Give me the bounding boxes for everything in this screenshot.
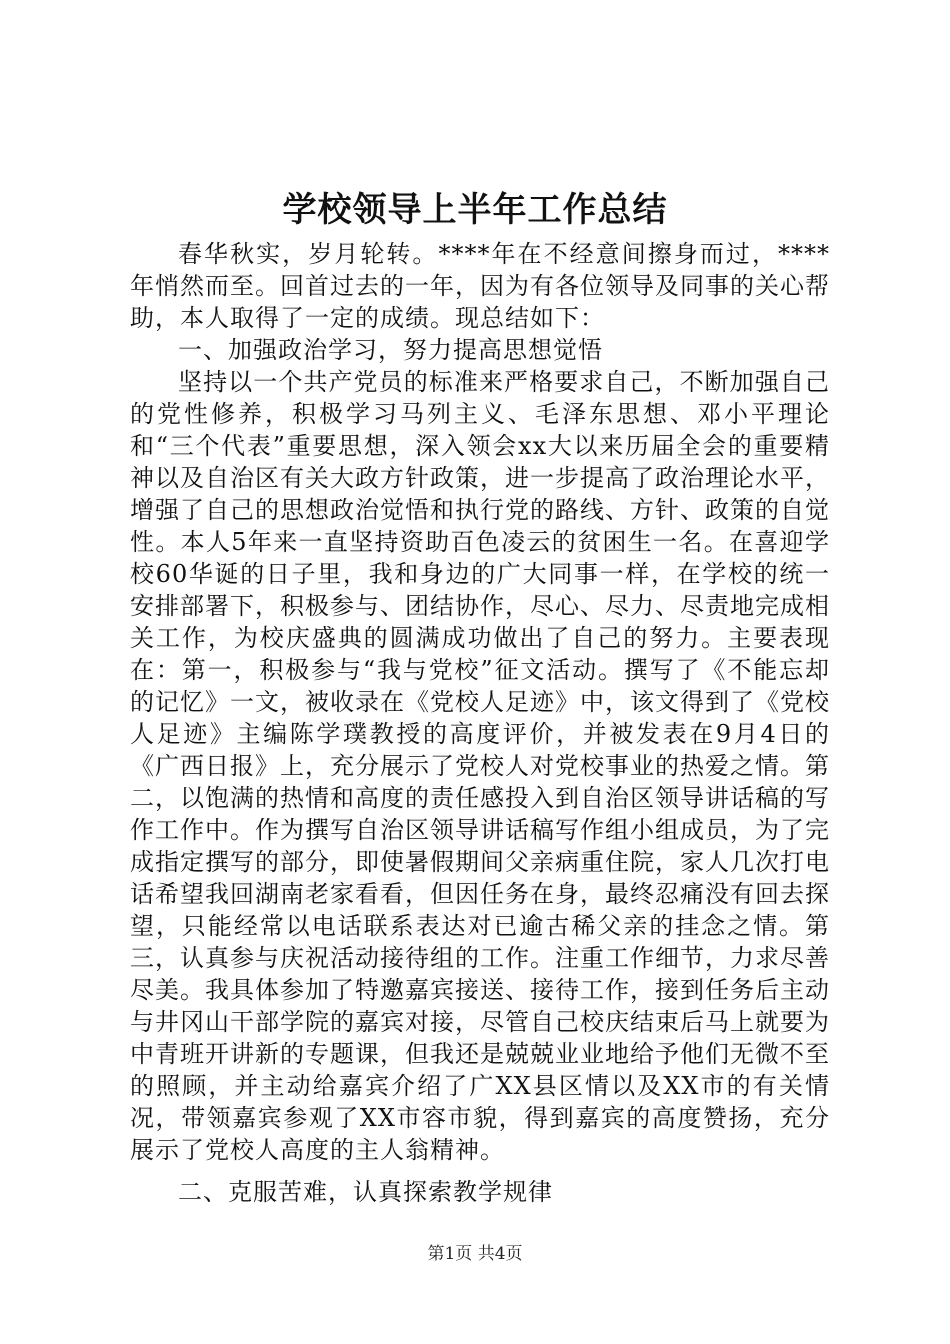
intro-paragraph: 春华秋实，岁月轮转。****年在不经意间擦身而过，****年悄然而至。回首过去的一年，因为有各位领导及同事的关心帮助，本人取得了一定的成绩。现总结如下： — [130, 240, 830, 332]
section-1-heading: 一、加强政治学习，努力提高思想觉悟 — [178, 336, 603, 364]
document-title: 学校领导上半年工作总结 — [282, 190, 668, 230]
section-2-heading: 二、克服苦难，认真探索教学规律 — [178, 1178, 553, 1206]
section-1-paragraph: 坚持以一个共产党员的标准来严格要求自己，不断加强自己的党性修养，积极学习马列主义、毛泽东思想、邓小平理论和“三个代表”重要思想，深入领会xx大以来历届全会的重要精神以及自治区有关大政方针政策，进一步提高了政治理论水平，增强了自己的思想政治觉悟和执行党的路线、方针、政策的自觉性。本人5年来一直坚持资助百色凌云的贫困生一名。在喜迎学校60华诞的日子里，我和身边的广大同事一样，在学校的统一安排部署下，积极参与、团结协作，尽心、尽力、尽责地完成相关工作，为校庆盛典的圆满成功做出了自己的努力。主要表现在：第一，积极参与“我与党校”征文活动。撰写了《不能忘却的记忆》一文，被收录在《党校人足迹》中，该文得到了《党校人足迹》主编陈学璞教授的高度评价，并被发表在9月4日的《广西日报》上，充分展示了党校人对党校事业的热爱之情。第二，以饱满的热情和高度的责任感投入到自治区领导讲话稿的写作工作中。作为撰写自治区领导讲话稿写作组小组成员，为了完成指定撰写的部分，即使暑假期间父亲病重住院，家人几次打电话希望我回湖南老家看看，但因任务在身，最终忍痛没有回去探望，只能经常以电话联系表达对已逾古稀父亲的挂念之情。第三，认真参与庆祝活动接待组的工作。注重工作细节，力求尽善尽美。我具体参加了特邀嘉宾接送、接待工作，接到任务后主动与井冈山干部学院的嘉宾对接，尽管自己校庆结束后马上就要为中青班开讲新的专题课，但我还是兢兢业业地给予他们无微不至的照顾，并主动给嘉宾介绍了广XX县区情以及XX市的有关情况，带领嘉宾参观了XX市容市貌，得到嘉宾的高度赞扬，充分展示了党校人高度的主人翁精神。 — [130, 368, 830, 1164]
page-number-footer: 第1页 共4页 — [427, 1244, 523, 1264]
document-body — [130, 238, 830, 1208]
